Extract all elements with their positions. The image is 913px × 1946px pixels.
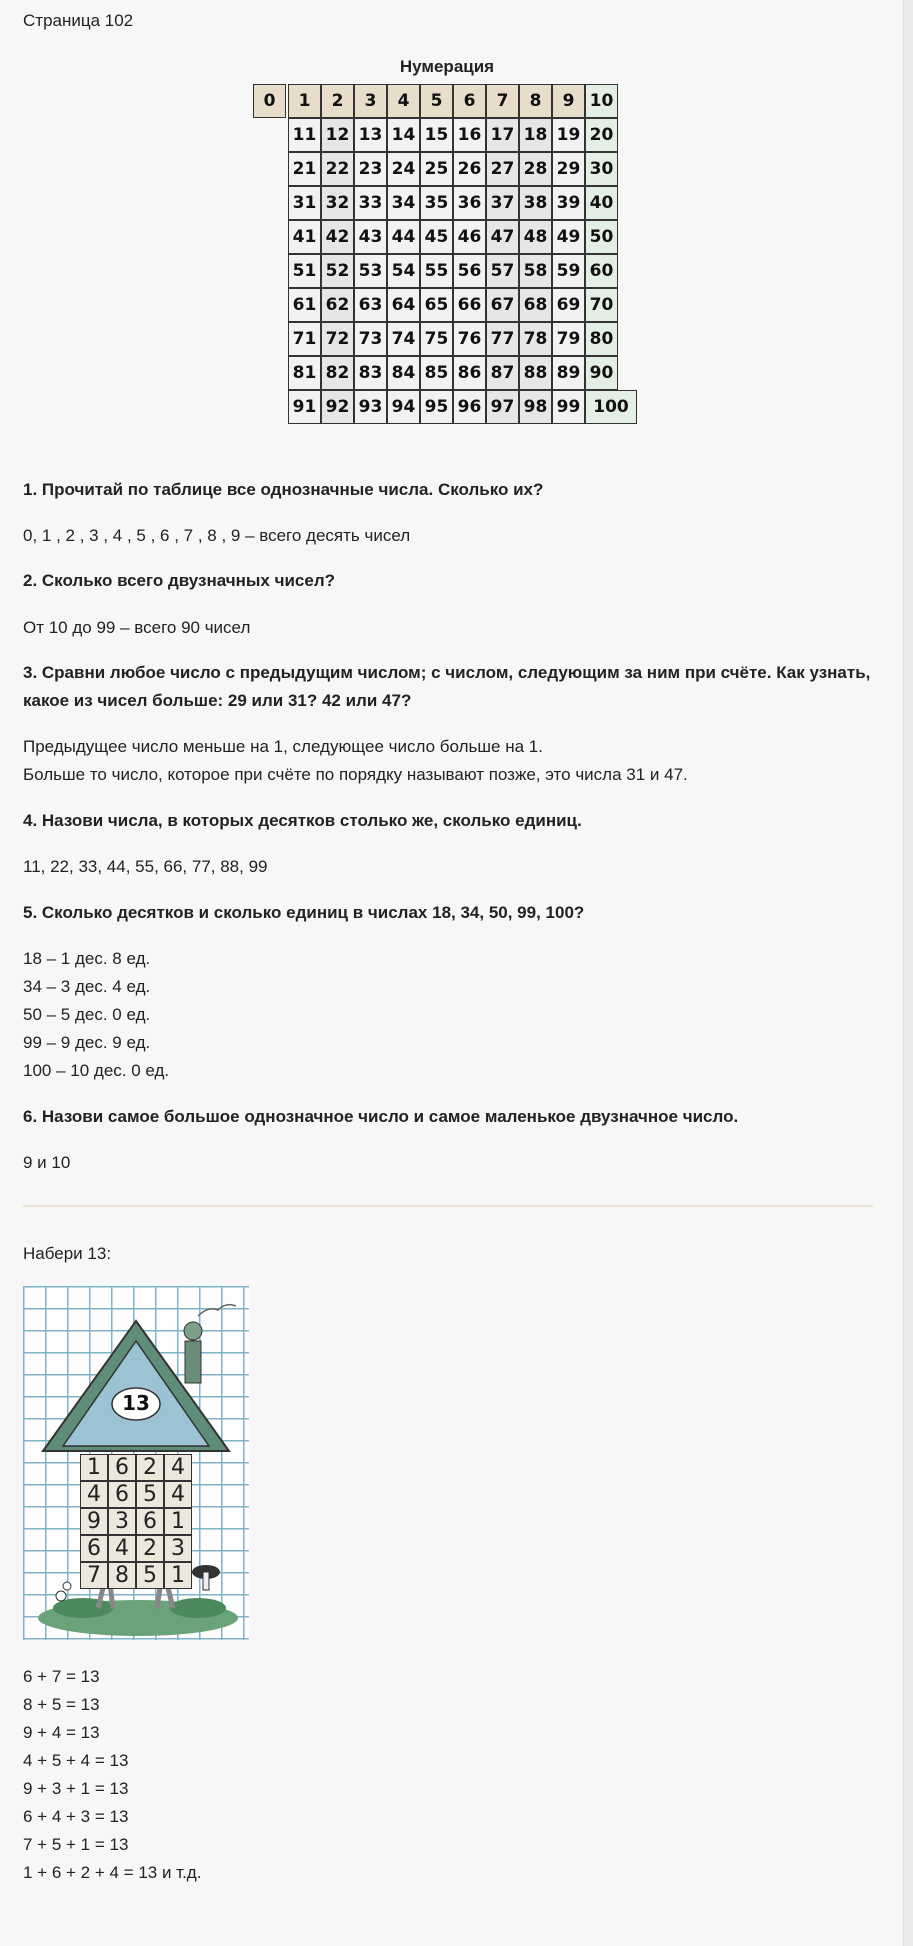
table-cell: 59 xyxy=(552,254,585,288)
table-cell: 91 xyxy=(288,390,321,424)
table-cell: 36 xyxy=(453,186,486,220)
table-cell: 55 xyxy=(420,254,453,288)
table-cell: 98 xyxy=(519,390,552,424)
task-5-answer-line-3: 50 – 5 дес. 0 ед. xyxy=(23,1005,151,1024)
table-cell: 83 xyxy=(354,356,387,390)
house-grid-cell: 6 xyxy=(80,1535,108,1562)
table-header-cell: 10 xyxy=(585,84,618,118)
table-cell: 40 xyxy=(585,186,618,220)
house-illustration xyxy=(23,1286,249,1640)
table-cell: 97 xyxy=(486,390,519,424)
house-grid-cell: 7 xyxy=(80,1562,108,1589)
table-cell: 73 xyxy=(354,322,387,356)
page-title: Нумерация xyxy=(399,57,495,76)
table-cell: 16 xyxy=(453,118,486,152)
table-cell: 42 xyxy=(321,220,354,254)
table-cell: 12 xyxy=(321,118,354,152)
table-cell: 65 xyxy=(420,288,453,322)
table-cell: 81 xyxy=(288,356,321,390)
table-cell: 58 xyxy=(519,254,552,288)
number-table xyxy=(253,84,673,454)
table-cell: 78 xyxy=(519,322,552,356)
table-cell: 13 xyxy=(354,118,387,152)
table-cell: 39 xyxy=(552,186,585,220)
table-cell: 71 xyxy=(288,322,321,356)
table-cell: 70 xyxy=(585,288,618,322)
answer-line-3: 9 + 4 = 13 xyxy=(23,1723,100,1742)
table-cell: 79 xyxy=(552,322,585,356)
table-cell: 31 xyxy=(288,186,321,220)
table-cell: 51 xyxy=(288,254,321,288)
table-cell: 69 xyxy=(552,288,585,322)
section-divider xyxy=(23,1205,873,1207)
table-header-cell: 4 xyxy=(387,84,420,118)
table-cell: 56 xyxy=(453,254,486,288)
table-cell: 72 xyxy=(321,322,354,356)
answer-line-4: 4 + 5 + 4 = 13 xyxy=(23,1751,129,1770)
table-cell: 77 xyxy=(486,322,519,356)
task-3-answer-line-2: Больше то число, которое при счёте по порядку называют позже, это числа 31 и 47. xyxy=(23,765,688,784)
section2-label: Набери 13: xyxy=(23,1244,112,1263)
chimney-icon xyxy=(185,1341,201,1383)
house-grid-cell: 6 xyxy=(108,1454,136,1481)
table-cell: 89 xyxy=(552,356,585,390)
table-cell: 18 xyxy=(519,118,552,152)
table-cell: 46 xyxy=(453,220,486,254)
house-grid-cell: 6 xyxy=(136,1508,164,1535)
table-cell: 92 xyxy=(321,390,354,424)
table-cell: 11 xyxy=(288,118,321,152)
task-4-question: 4. Назови числа, в которых десятков столько же, сколько единиц. xyxy=(23,811,582,830)
bush-right xyxy=(170,1598,226,1618)
task-6-question: 6. Назови самое большое однозначное число и самое маленькое двузначное число. xyxy=(23,1107,739,1126)
table-cell: 37 xyxy=(486,186,519,220)
table-cell: 54 xyxy=(387,254,420,288)
table-cell: 34 xyxy=(387,186,420,220)
table-cell: 43 xyxy=(354,220,387,254)
task-6-answer: 9 и 10 xyxy=(23,1153,71,1172)
table-cell: 49 xyxy=(552,220,585,254)
house-grid-cell: 4 xyxy=(164,1454,192,1481)
answer-line-1: 6 + 7 = 13 xyxy=(23,1667,100,1686)
house-grid-cell: 2 xyxy=(136,1535,164,1562)
table-cell: 68 xyxy=(519,288,552,322)
table-cell: 14 xyxy=(387,118,420,152)
table-cell: 90 xyxy=(585,356,618,390)
house-grid-cell: 1 xyxy=(80,1454,108,1481)
table-cell: 25 xyxy=(420,152,453,186)
table-cell: 22 xyxy=(321,152,354,186)
house-grid-cell: 9 xyxy=(80,1508,108,1535)
table-cell: 27 xyxy=(486,152,519,186)
flower-icon xyxy=(56,1591,66,1601)
task-3-answer-line-1: Предыдущее число меньше на 1, следующее число больше на 1. xyxy=(23,737,543,756)
task-4-answer: 11, 22, 33, 44, 55, 66, 77, 88, 99 xyxy=(23,857,268,876)
table-cell: 93 xyxy=(354,390,387,424)
table-cell: 50 xyxy=(585,220,618,254)
table-cell: 44 xyxy=(387,220,420,254)
answer-line-2: 8 + 5 = 13 xyxy=(23,1695,100,1714)
table-header-cell: 9 xyxy=(552,84,585,118)
table-cell: 87 xyxy=(486,356,519,390)
task-5-answer-line-1: 18 – 1 дес. 8 ед. xyxy=(23,949,151,968)
table-header-cell: 7 xyxy=(486,84,519,118)
table-cell: 41 xyxy=(288,220,321,254)
table-header-cell: 3 xyxy=(354,84,387,118)
task-2-question: 2. Сколько всего двузначных чисел? xyxy=(23,571,336,590)
flower-icon-2 xyxy=(63,1582,71,1590)
table-cell: 99 xyxy=(552,390,585,424)
table-cell: 82 xyxy=(321,356,354,390)
table-cell: 23 xyxy=(354,152,387,186)
table-cell: 100 xyxy=(585,390,637,424)
house-grid-cell: 4 xyxy=(80,1481,108,1508)
table-cell: 60 xyxy=(585,254,618,288)
answer-line-6: 6 + 4 + 3 = 13 xyxy=(23,1807,129,1826)
roof-number: 13 xyxy=(122,1391,150,1415)
table-cell: 88 xyxy=(519,356,552,390)
table-cell: 61 xyxy=(288,288,321,322)
task-1-answer: 0, 1 , 2 , 3 , 4 , 5 , 6 , 7 , 8 , 9 – всего десять чисел xyxy=(23,526,411,545)
table-cell: 84 xyxy=(387,356,420,390)
table-header-cell: 2 xyxy=(321,84,354,118)
table-cell: 62 xyxy=(321,288,354,322)
table-cell: 66 xyxy=(453,288,486,322)
table-cell: 19 xyxy=(552,118,585,152)
table-cell: 35 xyxy=(420,186,453,220)
table-header-cell: 6 xyxy=(453,84,486,118)
table-cell: 63 xyxy=(354,288,387,322)
table-cell: 64 xyxy=(387,288,420,322)
task-2-answer: От 10 до 99 – всего 90 чисел xyxy=(23,618,251,637)
table-cell: 20 xyxy=(585,118,618,152)
table-cell: 96 xyxy=(453,390,486,424)
table-cell: 28 xyxy=(519,152,552,186)
table-cell: 32 xyxy=(321,186,354,220)
table-cell: 45 xyxy=(420,220,453,254)
table-cell: 48 xyxy=(519,220,552,254)
smoke-icon xyxy=(184,1322,202,1340)
house-grid-cell: 6 xyxy=(108,1481,136,1508)
task-3-question: 3. Сравни любое число с предыдущим числом; с числом, следующим за ним при счёте. Как узнать, какое из чисел больше: 29 или 31? 42 или 47? xyxy=(23,663,871,710)
house-grid-cell: 5 xyxy=(136,1562,164,1589)
task-5-answer-line-5: 100 – 10 дес. 0 ед. xyxy=(23,1061,170,1080)
house-grid-cell: 1 xyxy=(164,1562,192,1589)
table-cell: 29 xyxy=(552,152,585,186)
table-cell: 24 xyxy=(387,152,420,186)
table-cell: 26 xyxy=(453,152,486,186)
house-grid-cell: 1 xyxy=(164,1508,192,1535)
house-grid-cell: 3 xyxy=(164,1535,192,1562)
house-grid-cell: 4 xyxy=(108,1535,136,1562)
house-grid-cell: 8 xyxy=(108,1562,136,1589)
task-5-answer-line-2: 34 – 3 дес. 4 ед. xyxy=(23,977,151,996)
table-cell: 67 xyxy=(486,288,519,322)
house-grid-cell: 3 xyxy=(108,1508,136,1535)
table-cell: 76 xyxy=(453,322,486,356)
house-grid-cell: 5 xyxy=(136,1481,164,1508)
table-cell: 17 xyxy=(486,118,519,152)
table-cell: 53 xyxy=(354,254,387,288)
table-cell: 85 xyxy=(420,356,453,390)
table-cell: 38 xyxy=(519,186,552,220)
table-cell: 86 xyxy=(453,356,486,390)
mushroom-stem xyxy=(203,1572,209,1590)
table-cell: 15 xyxy=(420,118,453,152)
table-cell: 52 xyxy=(321,254,354,288)
task-5-answer-line-4: 99 – 9 дес. 9 ед. xyxy=(23,1033,151,1052)
page-scroll-edge xyxy=(903,0,913,1946)
task-1-question: 1. Прочитай по таблице все однозначные числа. Сколько их? xyxy=(23,480,544,499)
table-cell: 75 xyxy=(420,322,453,356)
answer-line-5: 9 + 3 + 1 = 13 xyxy=(23,1779,129,1798)
table-cell: 80 xyxy=(585,322,618,356)
table-cell: 30 xyxy=(585,152,618,186)
table-cell: 57 xyxy=(486,254,519,288)
table-cell: 47 xyxy=(486,220,519,254)
table-header-cell: 5 xyxy=(420,84,453,118)
table-header-cell: 1 xyxy=(288,84,321,118)
table-cell: 33 xyxy=(354,186,387,220)
table-header-cell: 8 xyxy=(519,84,552,118)
smoke-curl xyxy=(198,1305,236,1316)
answer-line-7: 7 + 5 + 1 = 13 xyxy=(23,1835,129,1854)
house-grid-cell: 2 xyxy=(136,1454,164,1481)
table-cell: 94 xyxy=(387,390,420,424)
table-cell: 95 xyxy=(420,390,453,424)
table-cell: 21 xyxy=(288,152,321,186)
table-header-cell: 0 xyxy=(253,84,286,118)
table-cell: 74 xyxy=(387,322,420,356)
house-grid-cell: 4 xyxy=(164,1481,192,1508)
task-5-question: 5. Сколько десятков и сколько единиц в числах 18, 34, 50, 99, 100? xyxy=(23,903,585,922)
page-label: Страница 102 xyxy=(23,11,134,30)
answer-line-8: 1 + 6 + 2 + 4 = 13 и т.д. xyxy=(23,1863,202,1882)
